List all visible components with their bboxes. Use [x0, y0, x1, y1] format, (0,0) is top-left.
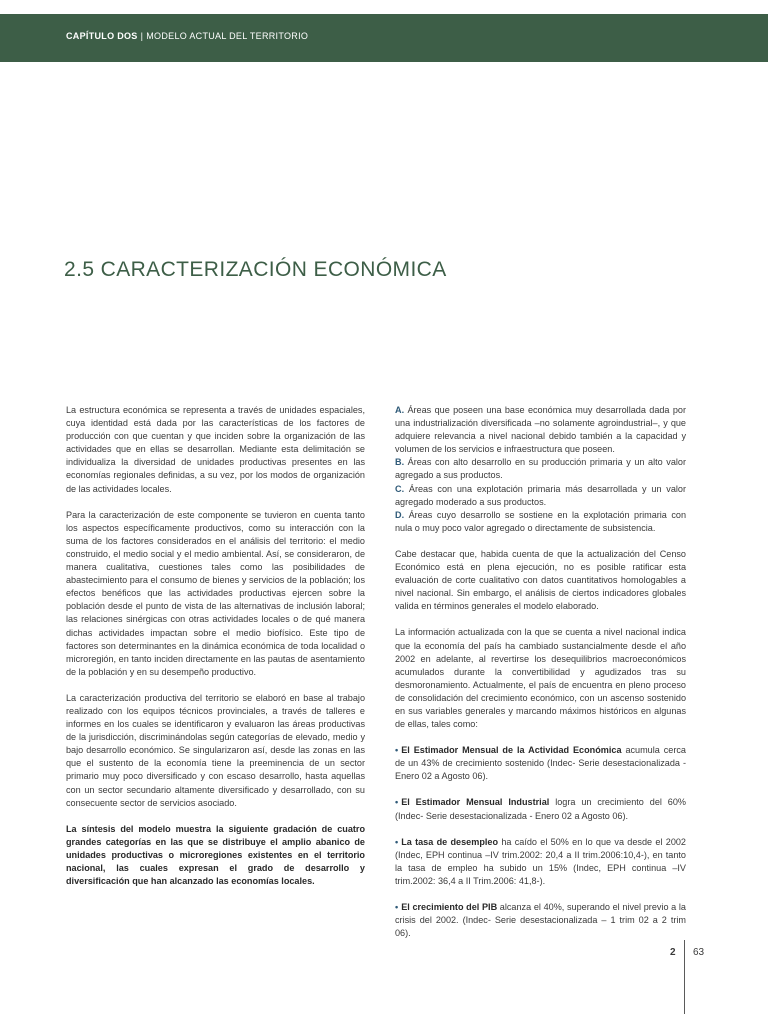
left-paragraph-2: Para la caracterización de este componente se tuvieron en cuenta tanto los aspectos específicamente productivos, como su interacción con la suma de los factores considerados en el análisis del territorio: el medio construido, el medio social y el medio ambiental. Así, se consideraron, de manera cualitativa, cuestiones tales como las posibilidades de abastecimiento para el consumo de bienes y servicios de la población; los efectos benéficos que las actividades productivas ejercen sobre la población desde el punto de vista de las alternativas de inclusión laboral; las relaciones sinérgicas con otras actividades locales o de qué manera dichas actividades impactan sobre el medio biofísico. Este tipo de factores son determinantes en la dinámica económica de toda localidad o microregión, en tanto inciden directamente en las pautas de asentamiento de la población y en su desempeño productivo. — [66, 509, 365, 677]
category-item-a — [395, 405, 686, 454]
chapter-label: CAPÍTULO DOS — [66, 31, 138, 41]
category-item-d — [395, 510, 686, 533]
bullet-marker: • — [395, 797, 399, 808]
indicator-name: La tasa de desempleo — [401, 836, 499, 847]
category-item-b — [395, 457, 686, 480]
page-number-divider — [684, 940, 685, 1014]
indicator-text: acumula cerca de un 43% de crecimiento sostenido (Indec- Serie desestacionalizada - Enero 02 a Agosto 06). — [395, 745, 686, 782]
list-item — [395, 901, 686, 940]
indicator-name: El crecimiento del PIB — [401, 902, 498, 912]
category-list — [395, 404, 686, 535]
left-paragraph-3: La caracterización productiva del territorio se elaboró en base al trabajo realizado con los equipos técnicos provinciales, a través de talleres e informes en los cuales se identificaron y evaluaron las áreas productivas de la jurisdicción, discriminándolas según categorías de elevado, medio y bajo desarrollo económico. Se singularizaron así, desde las zonas en las que el sustento de la economía tiene la preeminencia de un sector primario muy poco diversificado y con escaso desarrollo, hasta aquellas con un sector secundario altamente diversificado y desarrollado, con su consecuente sector de servicios asociado. — [66, 692, 365, 808]
category-text: Áreas cuyo desarrollo se sostiene en la explotación primaria con nula o muy poco valor agregado o directamente de subsistencia. — [395, 509, 686, 533]
header-separator: | — [140, 31, 144, 41]
section-title: 2.5 CARACTERIZACIÓN ECONÓMICA — [64, 258, 447, 282]
right-paragraph-3: La información actualizada con la que se cuenta a nivel nacional indica que la economía del país ha cambiado sustancialmente desde el año 2002 en adelante, al revertirse los desequilibrios macroeconómicos acumulados durante la convertibilidad y agudizados tras su desmoronamiento. Actualmente, el país de encuentra en pleno proceso de consolidación del crecimiento económico, con un ascenso sostenido en sus variables generales y marcando máximos históricos en algunas de ellas, tales como: — [395, 627, 686, 730]
category-text: Áreas con alto desarrollo en su producción primaria y un alto valor agregado a sus productos. — [395, 457, 686, 481]
indicator-text: alcanza el 40%, superando el nivel previo a la crisis del 2002. (Indec- Serie desestacionalizada – 1 trim 02 a 2 trim 06). — [395, 902, 686, 939]
page-number-section: 2 — [670, 947, 676, 958]
bullet-marker: • — [395, 745, 399, 756]
indicator-name: El Estimador Mensual Industrial — [401, 797, 550, 808]
list-item — [395, 836, 686, 888]
category-item-c — [395, 484, 686, 507]
running-header — [66, 31, 308, 41]
category-label: D. — [395, 509, 405, 520]
bullet-marker: • — [395, 836, 399, 847]
category-label: C. — [395, 483, 405, 494]
category-text: Áreas con una explotación primaria más desarrollada y un valor agregado moderado a sus productos. — [395, 483, 686, 507]
list-item — [395, 744, 686, 783]
chapter-subtitle: MODELO ACTUAL DEL TERRITORIO — [146, 31, 309, 41]
category-label: A. — [395, 405, 405, 415]
indicator-list — [395, 744, 686, 940]
category-text: Áreas que poseen una base económica muy desarrollada dada por una industrialización diversificada –no solamente agroindustrial–, y que adquiere relevancia a nivel nacional debido también a la capacidad y volumen de los servicios e infraestructura que poseen. — [395, 405, 686, 455]
right-paragraph-2: Cabe destacar que, habida cuenta de que la actualización del Censo Económico está en plena ejecución, no es posible ratificar esta evaluación de corte cualitativo con datos cuantitativos homologables a nivel nacional. Sin embargo, el análisis de ciertos indicadores globales valida en términos generales el modelo elaborado. — [395, 548, 686, 612]
bullet-marker: • — [395, 902, 399, 912]
indicator-name: El Estimador Mensual de la Actividad Económica — [401, 745, 622, 756]
indicator-text: ha caído el 50% en lo que va desde el 2002 (Indec, EPH continua –IV trim.2002: 20,4 a II trim.2006:10,4-), en tanto la tasa de empleo ha subido un 15% (Indec, EPH continua –IV trim.2002: 36,4 a II Trim.2006: 41,8-). — [395, 836, 686, 886]
left-paragraph-1: La estructura económica se representa a través de unidades espaciales, cuya identidad está dada por las características de los factores de producción con que cuentan y que inciden sobre la organización de las actividades que en ellas se desarrollan. Mediante esta delimitación se individualiza la diversidad de unidades productivas presentes en las economías regionales definidas, a su vez, por los modos de organización de las actividades locales. — [66, 405, 365, 494]
left-paragraph-4: La síntesis del modelo muestra la siguiente gradación de cuatro grandes categorías en las que se distribuye el amplio abanico de unidades productivas o microregiones existentes en el territorio nacional, las cuales expresan el grado de desarrollo y diversificación que han alcanzado las economías locales. — [66, 823, 365, 887]
list-item — [395, 796, 686, 822]
category-label: B. — [395, 457, 405, 468]
left-column — [66, 404, 365, 901]
indicator-text: logra un crecimiento del 60% (Indec- Serie desestacionalizada - Enero 02 a Agosto 06). — [395, 797, 687, 821]
page-number: 63 — [693, 947, 705, 958]
right-column — [395, 404, 686, 953]
